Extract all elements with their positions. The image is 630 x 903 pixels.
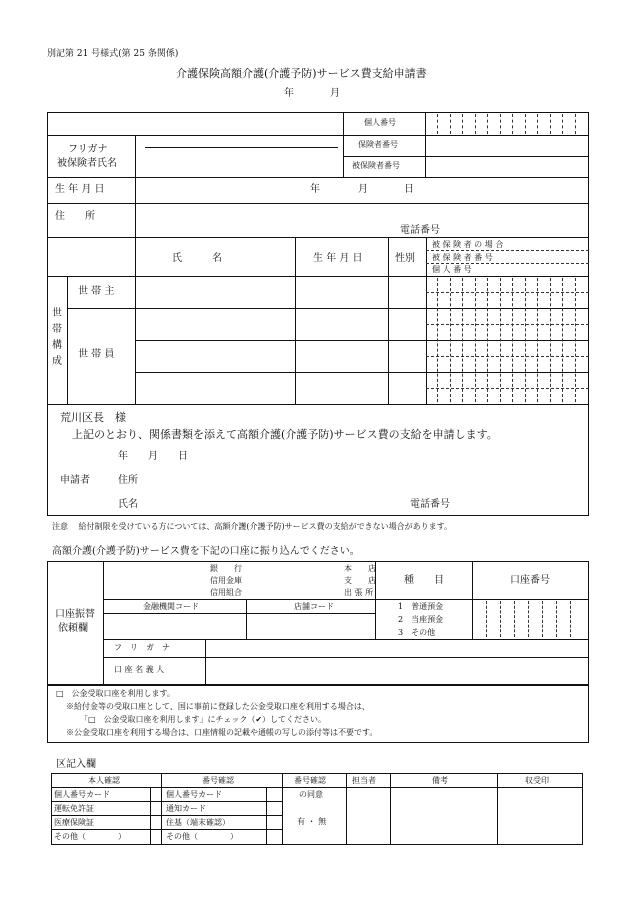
household-member-label: 世 帯 員 bbox=[78, 349, 115, 360]
stamp-header: 収受印 bbox=[525, 776, 549, 785]
account-option-1: 1 普通預金 bbox=[398, 602, 444, 611]
note-text: 注意 給付制限を受けている方については、高額介護(介護予防)サービス費の支給ができない場合があります。 bbox=[52, 522, 452, 531]
branch-code-label: 店舗コード bbox=[294, 602, 334, 611]
application-body: 上記のとおり、関係書類を添えて高額介護(介護予防)サービス費の支給を申請します。 bbox=[72, 428, 498, 441]
birth-year: 年 bbox=[310, 184, 320, 195]
furigana-input-line[interactable] bbox=[145, 147, 338, 148]
institution-code-label: 金融機関コード bbox=[143, 602, 199, 611]
number-check-1: 個人番号カード bbox=[166, 790, 222, 799]
self-check-header: 本人確認 bbox=[88, 776, 120, 785]
office-use-title: 区記入欄 bbox=[56, 759, 96, 770]
applicant-phone-label: 電話番号 bbox=[410, 499, 450, 510]
staff-header: 担当者 bbox=[352, 776, 376, 785]
hh-num-header-1: 被 保 険 者 の 場 合 bbox=[432, 240, 504, 249]
bank-side-1: 口座振替 bbox=[55, 609, 95, 620]
public-account-note-3: ※公金受取口座を利用する場合は、口座情報の記載や通帳の写しの添付等は不要です。 bbox=[66, 728, 378, 737]
number-check-3: 住基（端末確認） bbox=[166, 818, 230, 827]
birth-label: 生 年 月 日 bbox=[55, 184, 105, 195]
self-check-2: 運転免許証 bbox=[54, 804, 94, 813]
individual-number-label: 個人番号 bbox=[364, 118, 396, 127]
public-account-note-2: 「□ 公金受取口座を利用します」にチェック（✔）してください。 bbox=[80, 715, 327, 724]
page-title: 介護保険高額介護(介護予防)サービス費支給申請書 bbox=[176, 67, 427, 80]
hh-sex-header: 性別 bbox=[395, 253, 415, 264]
form-number: 別記第 21 号様式(第 25 条関係) bbox=[47, 49, 179, 59]
branch-type-3: 出 張 所 bbox=[344, 588, 374, 597]
consent-header-1: 番号確認 bbox=[294, 776, 326, 785]
account-option-2: 2 当座預金 bbox=[398, 615, 444, 624]
applicant-address-label: 住所 bbox=[118, 475, 138, 486]
bank-intro: 高額介護(介護予防)サービス費を下記の口座に振り込んでください。 bbox=[52, 546, 360, 557]
application-date: 年 月 日 bbox=[118, 451, 188, 462]
applicant-label: 申請者 bbox=[60, 475, 90, 486]
insured-number-label: 被保険者番号 bbox=[352, 161, 400, 170]
public-account-note-1: ※給付金等の受取口座として、国に事前に登録した公金受取口座を利用する場合は、 bbox=[66, 702, 370, 711]
hh-num-header-3: 個 人 番 号 bbox=[432, 265, 472, 274]
hh-num-header-2: 被 保 険 者 番 号 bbox=[432, 253, 493, 262]
branch-type-1: 本 店 bbox=[344, 564, 376, 573]
bank-type-1: 銀 行 bbox=[210, 564, 242, 573]
public-account-checkbox[interactable]: □ 公金受取口座を利用します。 bbox=[56, 689, 175, 698]
consent-yes-no[interactable]: 有 ・ 無 bbox=[297, 817, 327, 826]
birth-day: 日 bbox=[404, 184, 414, 195]
account-type-header: 種 目 bbox=[404, 575, 444, 586]
bank-type-2: 信用金庫 bbox=[210, 576, 242, 585]
number-check-header: 番号確認 bbox=[202, 776, 234, 785]
phone-label: 電話番号 bbox=[400, 225, 440, 236]
self-check-3: 医療保険証 bbox=[54, 818, 94, 827]
number-check-2: 通知カード bbox=[166, 804, 206, 813]
header-month: 月 bbox=[330, 88, 340, 99]
hh-birth-header: 生 年 月 日 bbox=[313, 253, 363, 264]
bank-side-2: 依頼欄 bbox=[58, 623, 88, 634]
birth-month: 月 bbox=[358, 184, 368, 195]
holder-furigana-label: フ リ ガ ナ bbox=[114, 643, 170, 652]
bank-type-3: 信用組合 bbox=[210, 588, 242, 597]
household-side-label: 世帯構成 bbox=[52, 308, 62, 367]
number-check-4: その他（ ） bbox=[166, 832, 238, 841]
address-label: 住 所 bbox=[55, 211, 95, 222]
header-year: 年 bbox=[284, 88, 294, 99]
account-option-3: 3 その他 bbox=[398, 628, 436, 637]
furigana-label: フリガナ bbox=[68, 144, 108, 155]
branch-type-2: 支 店 bbox=[344, 576, 376, 585]
self-check-4: その他（ ） bbox=[54, 832, 126, 841]
application-addressee: 荒川区長 様 bbox=[60, 411, 126, 424]
account-number-header: 口座番号 bbox=[510, 575, 550, 586]
hh-name-header: 氏 名 bbox=[172, 253, 222, 264]
household-head-label: 世 帯 主 bbox=[78, 286, 115, 297]
remarks-header: 備考 bbox=[432, 776, 448, 785]
applicant-name-label: 氏名 bbox=[118, 499, 138, 510]
insurer-number-label: 保険者番号 bbox=[358, 140, 398, 149]
account-holder-label: 口 座 名 義 人 bbox=[114, 665, 165, 674]
consent-header-2: の同意 bbox=[299, 790, 323, 799]
insured-name-label: 被保険者氏名 bbox=[57, 158, 117, 169]
self-check-1: 個人番号カード bbox=[54, 790, 110, 799]
